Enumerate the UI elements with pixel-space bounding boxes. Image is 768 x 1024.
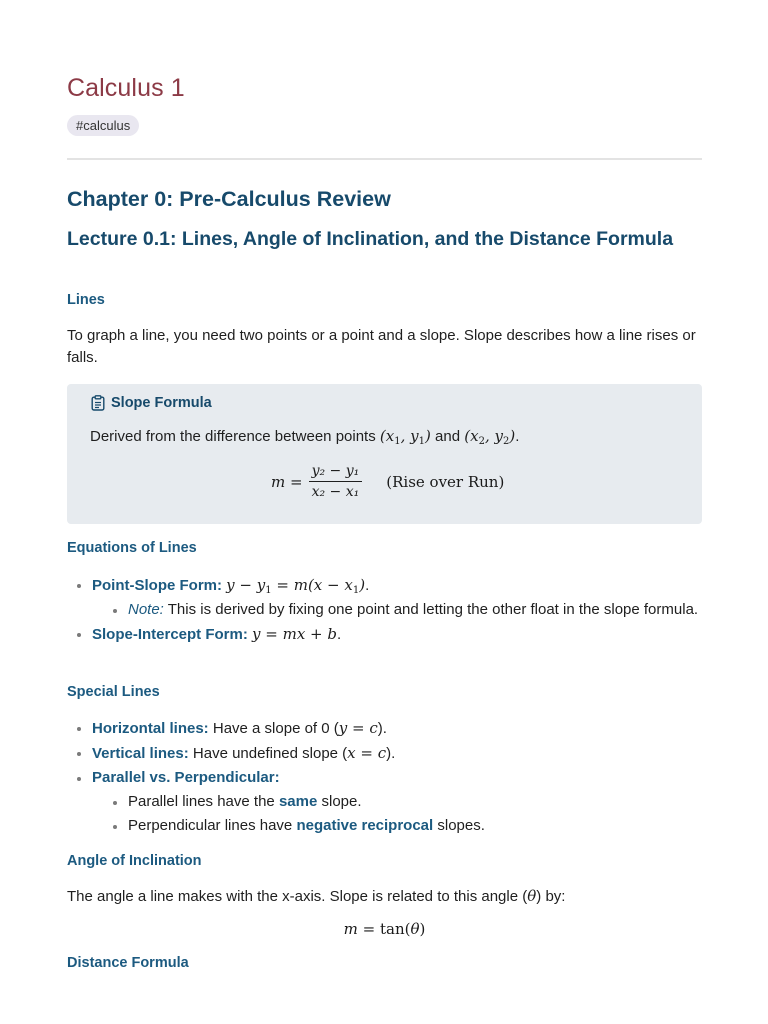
page-title: Calculus 1	[67, 74, 185, 102]
list-item: Point-Slope Form: $y - y_1 = m(x - x_1)$.	[67, 574, 702, 597]
lecture-heading: Lecture 0.1: Lines, Angle of Inclination, and the Distance Formula	[67, 228, 674, 250]
callout-text: Derived from the difference between points ($x_1$, $y_1$) and ($x_2$, $y_2$).	[90, 427, 520, 447]
list-item: Parallel lines have the same slope.	[67, 791, 702, 813]
distance-heading: Distance Formula	[67, 955, 189, 971]
tag-calculus[interactable]: #calculus	[67, 115, 139, 136]
callout-header	[91, 395, 212, 411]
divider	[67, 158, 702, 160]
list-item: Vertical lines: Have undefined slope (x = c).	[67, 742, 702, 765]
fraction-numerator: y₂ − y₁	[311, 463, 360, 479]
callout-title: Slope Formula	[111, 395, 212, 411]
list-item: Slope-Intercept Form: y = mx + b.	[67, 623, 702, 646]
equations-heading: Equations of Lines	[67, 540, 197, 556]
list-item: Parallel vs. Perpendicular:	[67, 767, 702, 789]
lines-paragraph: To graph a line, you need two points or a point and a slope. Slope describes how a line rises or falls.	[67, 327, 696, 366]
slope-intercept-label: Slope-Intercept Form:	[92, 626, 248, 643]
equations-list	[67, 574, 702, 648]
slope-fraction	[309, 463, 363, 500]
special-lines-list	[67, 717, 702, 839]
formula-lhs: m =	[271, 472, 303, 491]
note-label: Note:	[128, 601, 164, 618]
rise-over-run: (Rise over Run)	[386, 472, 505, 491]
angle-heading: Angle of Inclination	[67, 853, 202, 869]
lines-heading: Lines	[67, 292, 105, 308]
clipboard-icon	[91, 395, 105, 411]
list-item: Perpendicular lines have negative reciprocal slopes.	[67, 815, 702, 837]
chapter-heading: Chapter 0: Pre-Calculus Review	[67, 187, 391, 211]
slope-formula-callout	[67, 384, 702, 524]
fraction-denominator: x₂ − x₁	[311, 484, 360, 500]
slope-formula	[271, 463, 504, 500]
list-item: Note: This is derived by fixing one point and letting the other float in the slope formula.	[67, 599, 702, 621]
point-slope-label: Point-Slope Form:	[92, 577, 222, 594]
tan-formula: m = tan(θ)	[343, 920, 426, 938]
angle-paragraph: The angle a line makes with the x-axis. Slope is related to this angle (θ) by:	[67, 887, 566, 905]
special-lines-heading: Special Lines	[67, 684, 160, 700]
list-item: Horizontal lines: Have a slope of 0 (y = c).	[67, 717, 702, 740]
